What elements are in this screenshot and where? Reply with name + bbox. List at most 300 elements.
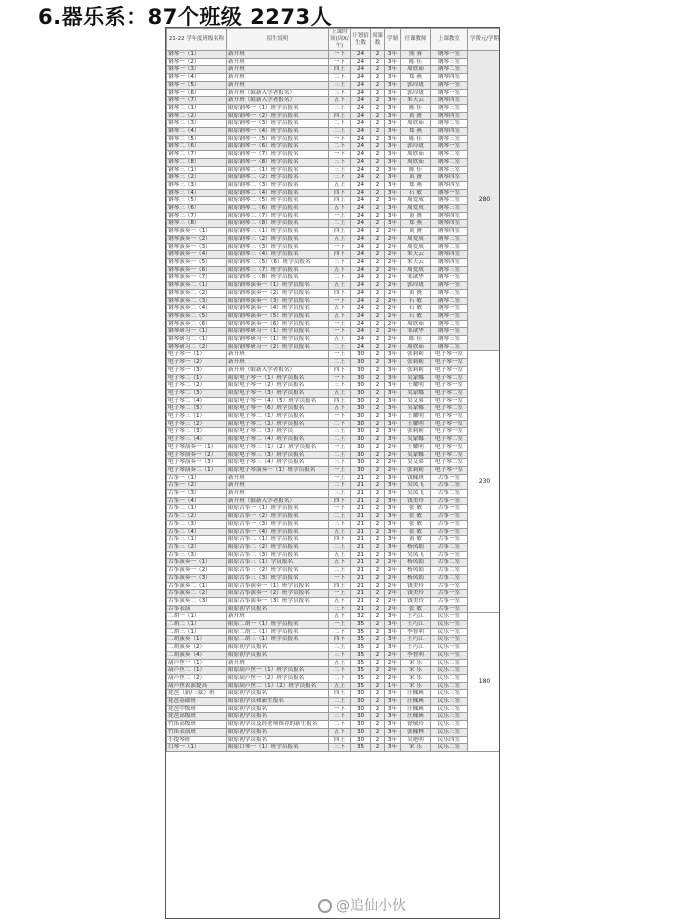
cell-enroll-note: 新开班 [227,74,329,82]
table-row [167,58,501,66]
table-body [167,51,501,752]
cell-room: 古筝一室 [431,551,468,559]
cell-time: 二上 [329,698,351,706]
cell-weekly: 2 [371,428,385,436]
cell-plan: 21 [351,590,371,598]
cell-time: 一下 [329,243,351,251]
cell-teacher: 吴蒙娜 [401,374,431,382]
cell-room: 古筝二室 [431,490,468,498]
cell-class-name: 钢琴演奏一（1） [167,228,227,236]
cell-class-name: 二胡一（1） [167,613,227,621]
cell-enroll-note: 新开班（限新入学者报名） [227,497,329,505]
cell-weekly: 2 [371,459,385,467]
cell-room: 钢琴四室 [431,228,468,236]
cell-plan: 24 [351,158,371,166]
cell-time: 五上 [329,389,351,397]
cell-enroll-note: 限原钢琴一（6）班学员报名 [227,143,329,151]
cell-class-name: 钢琴三（7） [167,212,227,220]
cell-class-name: 口琴一（1） [167,744,227,752]
cell-duration: 2年 [385,235,401,243]
table-row [167,174,501,182]
cell-teacher: 宋 乐 [401,659,431,667]
cell-teacher: 周爱成 [401,205,431,213]
cell-time: 五下 [329,97,351,105]
cell-plan: 30 [351,351,371,359]
cell-plan: 24 [351,51,371,59]
cell-teacher: 石 敏 [401,305,431,313]
cell-weekly: 2 [371,135,385,143]
cell-enroll-note: 限原电子琴一（6）班学员报名 [227,405,329,413]
cell-duration: 2年 [385,451,401,459]
cell-teacher: 周爱成 [401,243,431,251]
cell-time: 五上 [329,181,351,189]
cell-enroll-note: 限原钢琴一（3）班学员报名 [227,120,329,128]
table-row [167,690,501,698]
cell-plan: 24 [351,120,371,128]
cell-room: 电子琴一室 [431,428,468,436]
cell-duration: 3年 [385,397,401,405]
cell-duration: 2年 [385,443,401,451]
cell-plan: 35 [351,667,371,675]
cell-time: 三下 [329,520,351,528]
table-row [167,120,501,128]
cell-weekly: 2 [371,205,385,213]
cell-teacher: 周爱成 [401,235,431,243]
cell-class-name: 钢琴演奏一（2） [167,235,227,243]
table-row [167,551,501,559]
cell-weekly: 2 [371,382,385,390]
cell-class-name: 钢琴一（6） [167,89,227,97]
cell-weekly: 2 [371,636,385,644]
cell-room: 古筝一室 [431,582,468,590]
cell-teacher: 张莉莉 [401,466,431,474]
cell-teacher: 郑 燕 [401,74,431,82]
cell-plan: 24 [351,135,371,143]
cell-plan: 30 [351,366,371,374]
cell-teacher: 王耀明 [401,443,431,451]
cell-enroll-note: 限原钢琴演奏一（1）班学员报名 [227,282,329,290]
cell-teacher: 黄 贇 [401,289,431,297]
cell-duration: 3年 [385,528,401,536]
cell-teacher: 宋 乐 [401,682,431,690]
cell-class-name: 电子琴一（3） [167,366,227,374]
cell-weekly: 2 [371,389,385,397]
cell-duration: 2年 [385,597,401,605]
table-row [167,667,501,675]
cell-class-name: 古筝演奏二（3） [167,597,227,605]
cell-plan: 24 [351,66,371,74]
cell-teacher: 钱佩琪 [401,474,431,482]
cell-enroll-note: 限原钢琴演奏一（2）班学员报名 [227,289,329,297]
cell-class-name: 古筝一（4） [167,497,227,505]
cell-plan: 24 [351,282,371,290]
table-row [167,382,501,390]
cell-room: 古筝二室 [431,482,468,490]
cell-teacher: 汪佩瑛 [401,713,431,721]
cell-room: 钢琴四室 [431,74,468,82]
cell-duration: 2年 [385,667,401,675]
cell-plan: 24 [351,343,371,351]
cell-weekly: 2 [371,505,385,513]
table-row [167,436,501,444]
cell-duration: 3年 [385,143,401,151]
cell-time: 二上 [329,436,351,444]
cell-room: 古筝二室 [431,544,468,552]
cell-room: 古筝一室 [431,505,468,513]
cell-room: 民乐一室 [431,621,468,629]
cell-plan: 35 [351,628,371,636]
table-row [167,389,501,397]
cell-teacher: 王耀明 [401,420,431,428]
table-row [167,713,501,721]
cell-enroll-note: 限原钢琴研习一（1）班学员报名 [227,336,329,344]
table-row [167,459,501,467]
cell-time: 一上 [329,320,351,328]
cell-time: 二上 [329,644,351,652]
cell-time: 三下 [329,382,351,390]
header-weekly: 周课数 [371,29,385,51]
cell-room: 古筝一室 [431,536,468,544]
weibo-watermark [318,895,406,917]
cell-enroll-note: 限原初学员报名 [227,736,329,744]
cell-weekly: 2 [371,243,385,251]
cell-duration: 3年 [385,158,401,166]
table-row [167,567,501,575]
cell-plan: 35 [351,651,371,659]
cell-time: 四下 [329,636,351,644]
cell-teacher: 张 敏 [401,605,431,613]
cell-class-name: 钢琴二（5） [167,135,227,143]
table-row [167,405,501,413]
cell-room: 古筝二室 [431,567,468,575]
cell-class-name: 钢琴三（4） [167,189,227,197]
cell-duration: 2年 [385,582,401,590]
cell-weekly: 2 [371,520,385,528]
cell-enroll-note: 限原古筝二（1）班学员报名 [227,536,329,544]
cell-room: 钢琴二室 [431,320,468,328]
cell-weekly: 2 [371,705,385,713]
cell-plan: 21 [351,490,371,498]
cell-enroll-note: 新开班 [227,359,329,367]
schedule-sheet [165,27,500,919]
cell-teacher: 杨凤娟 [401,574,431,582]
cell-weekly: 2 [371,713,385,721]
cell-room: 电子琴一室 [431,443,468,451]
table-row [167,197,501,205]
cell-teacher: 汪佩瑛 [401,705,431,713]
cell-class-name: 钢琴三（2） [167,174,227,182]
cell-enroll-note: 新开班 [227,659,329,667]
cell-class-name: 钢琴演奏二（4） [167,305,227,313]
cell-enroll-note: 限原葫芦丝一（1）班学员报名 [227,667,329,675]
cell-enroll-note: 限原初学员和新生报名 [227,698,329,706]
table-row [167,258,501,266]
cell-class-name: 钢琴演奏一（4） [167,251,227,259]
cell-weekly: 2 [371,597,385,605]
table-row [167,482,501,490]
header-time: 上课时间(周X/午) [330,29,349,49]
cell-plan: 21 [351,574,371,582]
cell-plan: 24 [351,289,371,297]
cell-teacher: 黄 贇 [401,112,431,120]
cell-class-name: 葫芦丝二（1） [167,667,227,675]
cell-weekly: 2 [371,366,385,374]
cell-plan: 24 [351,297,371,305]
cell-plan: 35 [351,621,371,629]
cell-room: 民乐一室 [431,628,468,636]
table-row [167,682,501,690]
cell-class-name: 古筝演奏二（2） [167,590,227,598]
cell-weekly: 2 [371,644,385,652]
cell-room: 钢琴四室 [431,181,468,189]
cell-class-name: 钢琴三（1） [167,166,227,174]
table-row [167,574,501,582]
cell-time: 三下 [329,744,351,752]
cell-plan: 21 [351,544,371,552]
cell-time: 三下 [329,158,351,166]
cell-enroll-note: 限原钢琴二（1）班学员报名 [227,166,329,174]
cell-teacher: 钱美玲 [401,582,431,590]
cell-teacher: 杨凤娟 [401,559,431,567]
cell-room: 钢琴一室 [431,328,468,336]
cell-teacher: 陈 佳 [401,104,431,112]
cell-class-name: 葫芦丝一（1） [167,659,227,667]
cell-time: 二下 [329,420,351,428]
cell-duration: 2年 [385,251,401,259]
cell-time: 三下 [329,605,351,613]
cell-time: 一上 [329,351,351,359]
cell-class-name: 钢琴一（2） [167,58,227,66]
cell-class-name: 古筝一（3） [167,490,227,498]
table-row [167,490,501,498]
cell-class-name: 钢琴一（3） [167,66,227,74]
cell-duration: 3年 [385,212,401,220]
cell-room: 民乐三室 [431,721,468,729]
cell-room: 钢琴三室 [431,289,468,297]
cell-weekly: 2 [371,320,385,328]
cell-room: 民乐三室 [431,690,468,698]
table-row [167,443,501,451]
cell-class-name: 钢琴演奏二（2） [167,289,227,297]
cell-room: 古筝一室 [431,520,468,528]
cell-enroll-note: 新开班 [227,490,329,498]
cell-weekly: 2 [371,528,385,536]
cell-time: 二下 [329,482,351,490]
table-row [167,513,501,521]
cell-plan: 24 [351,243,371,251]
cell-plan: 24 [351,97,371,105]
cell-duration: 2年 [385,258,401,266]
cell-enroll-note: 限原初学员报名 [227,644,329,652]
cell-duration: 3年 [385,736,401,744]
cell-teacher: 宋 乐 [401,674,431,682]
table-row [167,674,501,682]
table-row [167,220,501,228]
cell-teacher: 钱美玲 [401,497,431,505]
cell-teacher: 黄 贇 [401,228,431,236]
cell-time: 一下 [329,374,351,382]
cell-duration: 3年 [385,351,401,359]
cell-teacher: 吴凤飞 [401,551,431,559]
cell-room: 钢琴四室 [431,212,468,220]
cell-duration: 2年 [385,466,401,474]
cell-class-name: 琵琶（新/三弦）班 [167,690,227,698]
cell-weekly: 2 [371,297,385,305]
cell-enroll-note: 限原电子琴一（1）班学员报名 [227,374,329,382]
table-row [167,74,501,82]
cell-plan: 21 [351,482,371,490]
cell-duration: 3年 [385,413,401,421]
cell-enroll-note: 限原电子琴三（3）班学员报名 [227,451,329,459]
cell-class-name: 二胡演奏（1） [167,636,227,644]
cell-plan: 24 [351,81,371,89]
cell-plan: 30 [351,389,371,397]
cell-weekly: 2 [371,328,385,336]
cell-duration: 3年 [385,513,401,521]
cell-class-name: 钢琴演奏一（3） [167,243,227,251]
cell-class-name: 钢琴演奏二（6） [167,320,227,328]
cell-room: 古筝一室 [431,474,468,482]
cell-enroll-note: 新开班（限新入学者报名） [227,97,329,105]
cell-duration: 3年 [385,359,401,367]
cell-room: 钢琴二室 [431,66,468,74]
table-row [167,374,501,382]
cell-class-name: 钢琴三（6） [167,205,227,213]
header-fee: 学费元/学期 [468,29,501,51]
cell-room: 钢琴一室 [431,312,468,320]
cell-teacher: 张莉莉 [401,351,431,359]
cell-plan: 24 [351,112,371,120]
cell-plan: 30 [351,405,371,413]
table-row [167,536,501,544]
cell-plan: 24 [351,128,371,136]
cell-teacher: 黄 贇 [401,174,431,182]
cell-plan: 21 [351,528,371,536]
cell-class-name: 钢琴二（6） [167,143,227,151]
cell-plan: 30 [351,728,371,736]
cell-room: 钢琴二室 [431,197,468,205]
table-row [167,228,501,236]
cell-plan: 24 [351,58,371,66]
cell-teacher: 张 敏 [401,505,431,513]
cell-room: 钢琴一室 [431,143,468,151]
cell-plan: 24 [351,320,371,328]
cell-plan: 24 [351,251,371,259]
cell-time: 二下 [329,628,351,636]
cell-weekly: 2 [371,497,385,505]
cell-duration: 3年 [385,436,401,444]
cell-room: 钢琴二室 [431,120,468,128]
cell-class-name: 葫芦丝二（2） [167,674,227,682]
cell-room: 电子琴一室 [431,351,468,359]
cell-weekly: 2 [371,274,385,282]
cell-plan: 24 [351,104,371,112]
cell-weekly: 2 [371,582,385,590]
cell-teacher: 黄 敏 [401,536,431,544]
cell-enroll-note: 限原葫芦丝二（1）（2）班学员报名 [227,682,329,690]
cell-time: 四上 [329,690,351,698]
cell-room: 电子琴一室 [431,397,468,405]
cell-time: 四上 [329,112,351,120]
cell-duration: 3年 [385,112,401,120]
cell-time: 五上 [329,682,351,690]
cell-time: 一上 [329,590,351,598]
cell-enroll-note: 限原初学员报名 [227,690,329,698]
cell-teacher: 吴艳明 [401,736,431,744]
cell-room: 钢琴一室 [431,282,468,290]
cell-time: 四下 [329,497,351,505]
cell-room: 民乐三室 [431,728,468,736]
header-class-name: 21-22 学年度班级名称 [167,29,227,51]
cell-room: 民乐一室 [431,644,468,652]
cell-class-name: 电子琴二（2） [167,382,227,390]
table-row [167,621,501,629]
cell-time: 四下 [329,366,351,374]
cell-class-name: 钢琴二（4） [167,128,227,136]
cell-enroll-note: 限原钢琴二（5）班学员报名 [227,197,329,205]
cell-weekly: 2 [371,58,385,66]
cell-class-name: 竹笛表演班 [167,728,227,736]
cell-room: 民乐四室 [431,736,468,744]
cell-plan: 30 [351,374,371,382]
cell-class-name: 二胡演奏（2） [167,644,227,652]
cell-duration: 3年 [385,613,401,621]
cell-duration: 3年 [385,189,401,197]
table-row [167,266,501,274]
table-row [167,605,501,613]
cell-room: 钢琴三室 [431,336,468,344]
table-row [167,428,501,436]
table-row [167,289,501,297]
cell-teacher: 吴蒙娜 [401,451,431,459]
cell-teacher: 朱天云 [401,258,431,266]
cell-duration: 3年 [385,405,401,413]
cell-plan: 21 [351,551,371,559]
cell-enroll-note: 限原古筝三（3）班学员报名 [227,574,329,582]
cell-plan: 24 [351,312,371,320]
cell-time: 二上 [329,220,351,228]
cell-teacher: 王巧江 [401,636,431,644]
cell-class-name: 电子琴演奏一（2） [167,451,227,459]
cell-class-name: 钢琴一（4） [167,74,227,82]
cell-weekly: 2 [371,128,385,136]
cell-room: 民乐二室 [431,682,468,690]
cell-plan: 32 [351,613,371,621]
cell-plan: 24 [351,143,371,151]
table-row [167,721,501,729]
cell-duration: 3年 [385,520,401,528]
table-row [167,343,501,351]
cell-weekly: 2 [371,721,385,729]
cell-enroll-note: 限原钢琴一（4）班学员报名 [227,128,329,136]
cell-class-name: 古筝三（2） [167,544,227,552]
cell-enroll-note: 限原钢琴三（1）班学员报名 [227,228,329,236]
cell-time: 二下 [329,74,351,82]
cell-enroll-note: 限原钢琴演奏一（3）班学员报名 [227,297,329,305]
cell-room: 钢琴一室 [431,305,468,313]
cell-time: 三下 [329,713,351,721]
cell-time: 二上 [329,343,351,351]
cell-enroll-note: 限原钢琴演奏一（6）班学员报名 [227,320,329,328]
cell-teacher: 杨凤娟 [401,544,431,552]
cell-weekly: 2 [371,551,385,559]
weibo-logo-icon [318,899,332,913]
cell-weekly: 2 [371,605,385,613]
cell-fee: 180 [468,613,501,752]
cell-enroll-note: 限原钢琴一（8）班学员报名 [227,158,329,166]
cell-enroll-note: 限原电子琴一（4）（5）班学员报名 [227,397,329,405]
cell-room: 民乐二室 [431,659,468,667]
